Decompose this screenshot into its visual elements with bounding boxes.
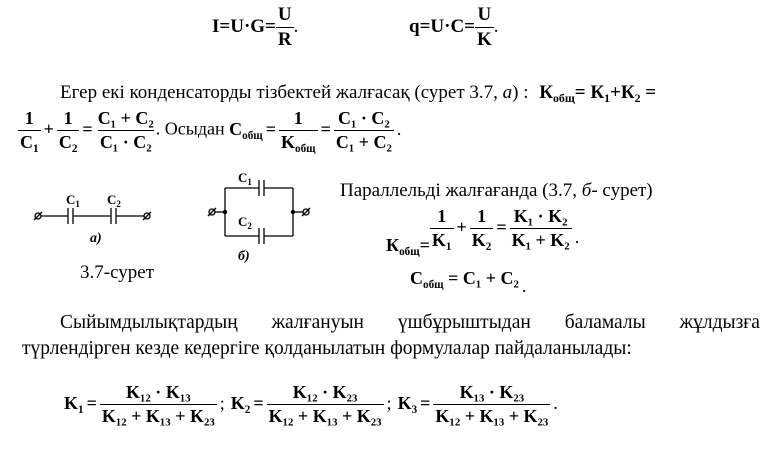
parallel-k-formula: $К_{общ}=$ $\frac{1}{K_1}$ + $\frac{1}{K_2}$ = $\frac{\text{K₁ · K₂}}{\text{K₁ + K₂}}$ . (386, 206, 580, 258)
label-parallel-b: б) (238, 249, 250, 264)
junction-right (291, 210, 295, 214)
figure-caption: 3.7-сурет (80, 262, 154, 283)
label-series-a: а) (90, 231, 102, 246)
series-circuit (34, 208, 151, 224)
paragraph-line-1: Сыйымдылықтардың жалғануын үшбұрыштыдан баламалы жұлдызға (60, 312, 760, 333)
paragraph-parallel: Параллельді жалғағанда (3.7, б- сурет) (340, 180, 653, 201)
formula-k2: $K_2$ = $\frac{\text{K₁₂ · K₂₃}}{\text{K₁₂ + K₁₃ + K₂₃}}$ ; (230, 382, 392, 426)
series-capacitance-formula: $\frac{1}{C_1}$ + $\frac{1}{C_2}$ = $\frac{\text{C₁ + C₂}}{\text{C₁ · C₂}}$ . Осыдан $C_{общ}$ = $\frac{1}{K_{общ}}$ = $\frac{\text{C₁ · C₂}}{\text{C₁ + C₂}}$ . (20, 108, 402, 155)
equation-conductance: I=U·G= $\frac{U}{R}$ . (212, 4, 299, 50)
circuit-diagram (20, 168, 340, 268)
paragraph-series: Егер екі конденсаторды тізбектей жалғасақ (сурет 3.7, а) : $К_{общ}= К_1+К_2$ = (60, 82, 657, 106)
label-parallel-c1: $C_1$ (238, 170, 252, 187)
parallel-c-formula: $C_{общ} = C_1 + C_2$ . (410, 268, 527, 296)
label-series-c2: $C_2$ (107, 192, 121, 209)
formula-k3: $K_3$ = $\frac{\text{K₁₃ · K₂₃}}{\text{K₁₂ + K₁₃ + K₂₃}}$ . (397, 382, 558, 426)
k-obsh-expression: $К_{общ}= К_1+К_2$ = (539, 82, 657, 106)
star-formulas (64, 382, 558, 427)
formula-k1: $K_1$ = $\frac{\text{K₁₂ · K₁₃}}{\text{K₁₂ + K₁₃ + K₂₃}}$ ; (64, 382, 225, 426)
label-series-c1: $C_1$ (66, 192, 80, 209)
label-parallel-c2: $C_2$ (238, 214, 252, 231)
equation-charge: q=U·C= $\frac{U}{K}$ . (409, 4, 499, 50)
junction-left (223, 210, 227, 214)
paragraph-star-conversion (22, 312, 760, 360)
paragraph-line-2: түрлендірген кезде кедергіге қолданылатын формулалар пайдаланылады: (22, 338, 632, 359)
